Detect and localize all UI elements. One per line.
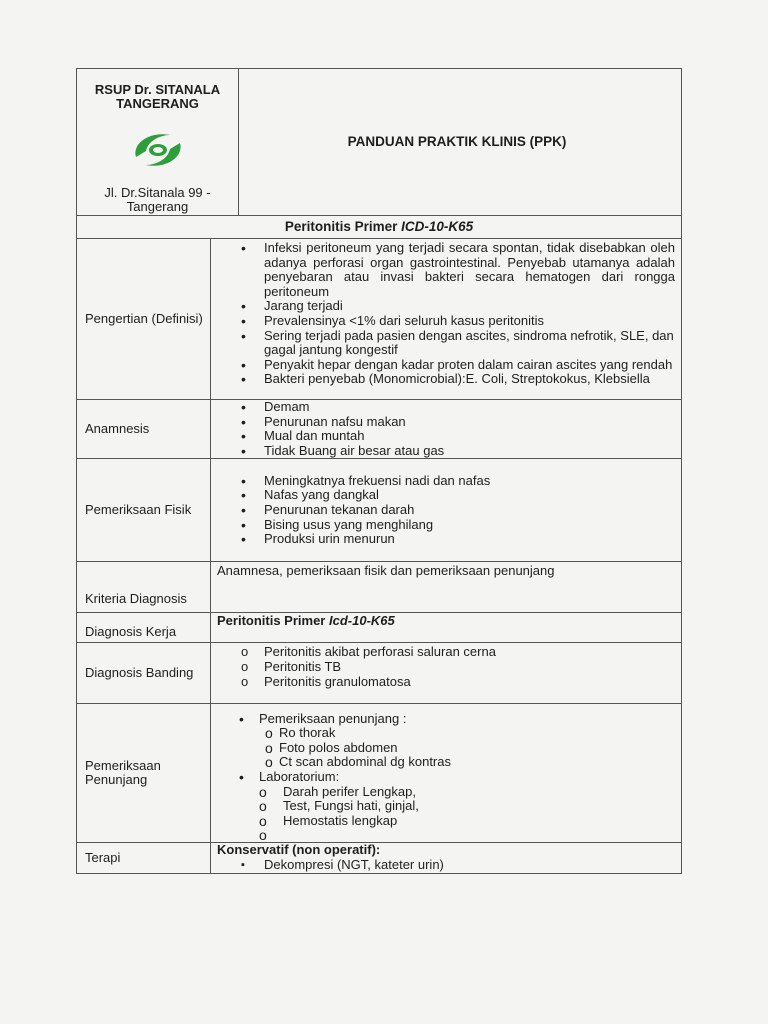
list-item: • Penurunan tekanan darah — [264, 503, 675, 518]
disease-code: ICD-10-K65 — [401, 218, 474, 234]
row-kriteria-diagnosis — [77, 562, 682, 613]
list-item: • Bakteri penyebab (Monomicrobial):E. Coli, Streptokokus, Klebsiella — [264, 372, 675, 387]
list-item: o Ro thorak — [279, 726, 675, 741]
label-terapi: Terapi — [77, 843, 211, 873]
diagnosis-kerja-name: Peritonitis Primer — [217, 613, 326, 629]
content-kriteria-diagnosis: Anamnesa, pemeriksaan fisik dan pemeriksaan penunjang — [211, 562, 682, 613]
row-diagnosis-banding — [77, 643, 682, 704]
label-kriteria-diagnosis: Kriteria Diagnosis — [77, 562, 211, 613]
diagnosis-kerja-code: Icd-10-K65 — [329, 613, 395, 629]
content-pengertian — [211, 239, 682, 400]
label-anamnesis: Anamnesis — [77, 400, 211, 459]
list-item: o Ct scan abdominal dg kontras — [279, 755, 675, 770]
penunjang-group-2 — [259, 770, 675, 842]
list-item: • Demam — [264, 400, 675, 415]
list-item: • Tidak Buang air besar atau gas — [264, 444, 675, 459]
content-terapi — [211, 843, 682, 873]
list-item: o Hemostatis lengkap — [283, 814, 675, 829]
penunjang-group-1 — [259, 712, 675, 770]
content-diagnosis-kerja — [211, 613, 682, 643]
disease-name: Peritonitis Primer — [284, 218, 398, 234]
list-item: o Test, Fungsi hati, ginjal, — [283, 799, 675, 814]
list-item: • Penyakit hepar dengan kadar proten dalam cairan ascites yang rendah — [264, 358, 675, 373]
content-anamnesis — [211, 400, 682, 459]
list-item: • Produksi urin menurun — [264, 532, 675, 547]
row-anamnesis — [77, 400, 682, 459]
list-item: • Jarang terjadi — [264, 299, 675, 314]
document-title: PANDUAN PRAKTIK KLINIS (PPK) — [239, 69, 682, 216]
row-pemeriksaan-fisik — [77, 459, 682, 562]
list-item: ▪ Dekompresi (NGT, kateter urin) — [264, 858, 675, 873]
ppk-document — [76, 68, 682, 874]
hospital-cell — [77, 69, 239, 216]
list-item: o Peritonitis granulomatosa — [264, 675, 675, 690]
terapi-subtitle: Konservatif (non operatif): — [217, 842, 381, 858]
list-item: • Mual dan muntah — [264, 429, 675, 444]
ppk-table — [76, 68, 682, 239]
hospital-name: RSUP Dr. SITANALA TANGERANG — [94, 82, 221, 111]
list-item: • Nafas yang dangkal — [264, 488, 675, 503]
list-item: • Meningkatnya frekuensi nadi dan nafas — [264, 474, 675, 489]
content-diagnosis-banding — [211, 643, 682, 704]
label-diagnosis-banding: Diagnosis Banding — [77, 643, 211, 704]
penunjang-group-2-title: Laboratorium: — [259, 769, 340, 784]
row-terapi — [77, 843, 682, 873]
label-pemeriksaan-fisik: Pemeriksaan Fisik — [77, 459, 211, 562]
row-diagnosis-kerja — [77, 613, 682, 643]
hospital-address: Jl. Dr.Sitanala 99 - Tangerang — [104, 185, 211, 214]
label-pengertian: Pengertian (Definisi) — [77, 239, 211, 400]
list-item: • Sering terjadi pada pasien dengan ascites, sindroma nefrotik, SLE, dan gagal jantung kongestif — [264, 329, 675, 358]
list-item: • Prevalensinya <1% dari seluruh kasus peritonitis — [264, 314, 675, 329]
list-item: o Foto polos abdomen — [279, 741, 675, 756]
list-item — [283, 828, 675, 842]
disease-row — [77, 216, 682, 239]
content-pemeriksaan-fisik — [211, 459, 682, 562]
list-item: o Peritonitis TB — [264, 660, 675, 675]
row-pemeriksaan-penunjang — [77, 704, 682, 843]
label-diagnosis-kerja: Diagnosis Kerja — [77, 613, 211, 643]
list-item: • Penurunan nafsu makan — [264, 415, 675, 430]
penunjang-group-1-title: Pemeriksaan penunjang : — [259, 710, 407, 726]
hospital-logo-icon — [130, 129, 186, 171]
label-pemeriksaan-penunjang: Pemeriksaan Penunjang — [77, 704, 211, 843]
list-item: • Bising usus yang menghilang — [264, 518, 675, 533]
content-pemeriksaan-penunjang — [211, 704, 682, 843]
list-item: • Infeksi peritoneum yang terjadi secara spontan, tidak disebabkan oleh adanya perforasi organ gastrointestinal. Penyebab utamanya adalah penyebaran atau invasi bakteri secara hematogen dari rongga peritoneum — [264, 241, 675, 299]
row-pengertian — [77, 239, 682, 400]
content-table — [76, 238, 682, 874]
disease-title — [77, 216, 682, 239]
header-row — [77, 69, 682, 216]
list-item: o Darah perifer Lengkap, — [283, 785, 675, 800]
list-item: o Peritonitis akibat perforasi saluran cerna — [264, 645, 675, 660]
